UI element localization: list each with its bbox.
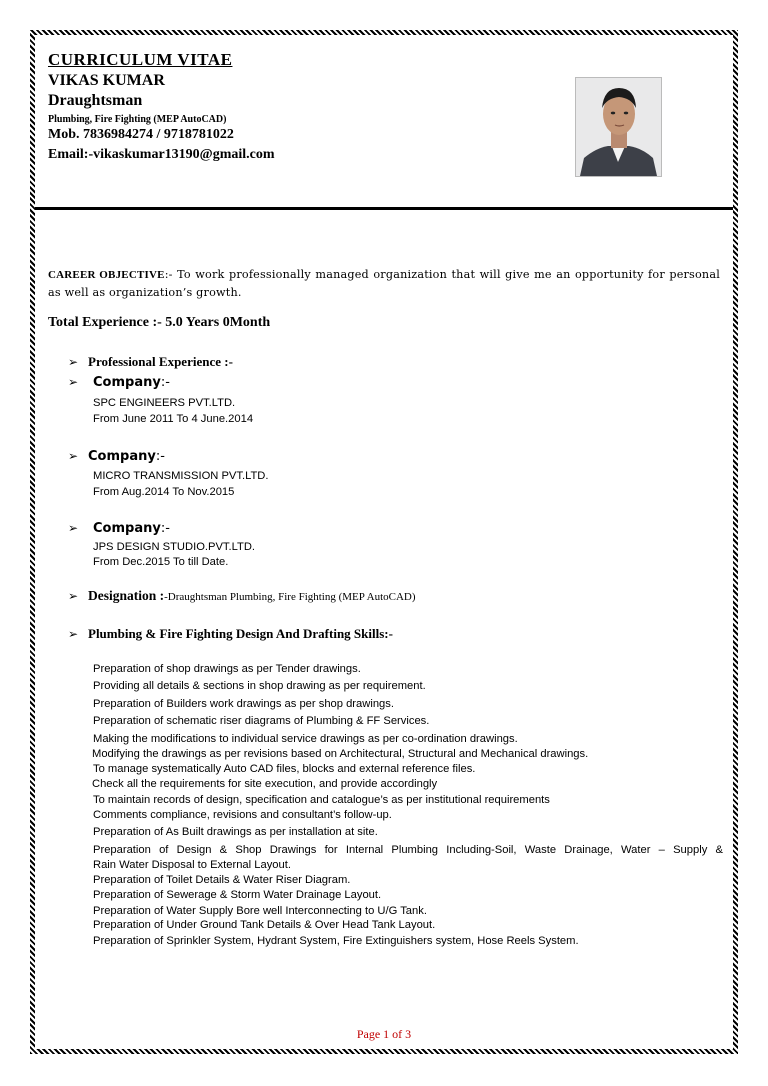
career-objective [48, 266, 720, 301]
skills-heading: Plumbing & Fire Fighting Design And Drafting Skills:- [88, 626, 393, 641]
skill-item: Preparation of shop drawings as per Tender drawings. [93, 663, 361, 675]
skill-item: Preparation of Water Supply Bore well Interconnecting to U/G Tank. [93, 905, 427, 917]
company-name-3: JPS DESIGN STUDIO.PVT.LTD. [93, 541, 256, 553]
company-name-2: MICRO TRANSMISSION PVT.LTD. [93, 470, 269, 482]
arrow-bullet-icon: ➢ [68, 375, 79, 389]
skill-item: Providing all details & sections in shop drawing as per requirement. [93, 680, 426, 692]
profile-photo [575, 77, 662, 177]
company-heading-3 [68, 520, 170, 536]
company-label: Company [88, 449, 156, 464]
company-heading-1 [68, 374, 170, 390]
arrow-bullet-icon: ➢ [68, 355, 79, 369]
company-heading-2 [68, 448, 165, 464]
company-name-1: SPC ENGINEERS PVT.LTD. [93, 397, 236, 409]
company-period-1: From June 2011 To 4 June.2014 [93, 413, 254, 425]
career-objective-text: :- To work professionally managed organization that will give me an opportunity for personal as well as organization’s growth. [48, 268, 720, 299]
header-divider [35, 207, 733, 210]
candidate-name: VIKAS KUMAR [48, 72, 165, 89]
company-suffix: :- [160, 521, 170, 536]
skill-item: Check all the requirements for site execution, and provide accordingly [92, 778, 438, 790]
company-label: Company [93, 521, 161, 536]
company-suffix: :- [160, 375, 170, 390]
total-experience: Total Experience :- 5.0 Years 0Month [48, 315, 271, 330]
page-number: Page 1 of 3 [356, 1027, 412, 1041]
skill-item: To manage systematically Auto CAD files, blocks and external reference files. [93, 763, 476, 775]
arrow-bullet-icon: ➢ [68, 449, 79, 463]
skill-item: Preparation of As Built drawings as per installation at site. [93, 826, 378, 838]
arrow-bullet-icon: ➢ [68, 589, 79, 603]
email-address: Email:-vikaskumar13190@gmail.com [48, 147, 275, 162]
company-label: Company [93, 375, 161, 390]
mobile-number: Mob. 7836984274 / 9718781022 [48, 127, 234, 142]
company-period-3: From Dec.2015 To till Date. [93, 556, 229, 568]
designation-row [68, 588, 416, 604]
professional-experience-label: Professional Experience :- [88, 354, 233, 369]
skill-item: Preparation of Sewerage & Storm Water Drainage Layout. [93, 889, 382, 901]
skills-heading-row [68, 626, 393, 642]
skill-item: Preparation of schematic riser diagrams of Plumbing & FF Services. [93, 715, 430, 727]
skill-item: Comments compliance, revisions and consultant’s follow-up. [93, 809, 392, 821]
designation-label: Designation : [88, 588, 165, 603]
skill-item: Making the modifications to individual service drawings as per co-ordination drawings. [93, 733, 518, 745]
skill-item: Rain Water Disposal to External Layout. [93, 859, 291, 871]
company-suffix: :- [155, 449, 165, 464]
career-objective-label: CAREER OBJECTIVE [48, 269, 165, 281]
designation-value: -Draughtsman Plumbing, Fire Fighting (MEP AutoCAD) [164, 591, 416, 603]
candidate-specialty: Plumbing, Fire Fighting (MEP AutoCAD) [48, 114, 227, 125]
skill-item: Preparation of Toilet Details & Water Riser Diagram. [93, 874, 351, 886]
arrow-bullet-icon: ➢ [68, 521, 79, 535]
skill-item: To maintain records of design, specification and catalogue’s as per institutional requirements [93, 794, 550, 806]
company-period-2: From Aug.2014 To Nov.2015 [93, 486, 235, 498]
skill-item: Preparation of Design & Shop Drawings for Internal Plumbing Including-Soil, Waste Drainage, Water – Supply & [93, 844, 723, 856]
cv-title: CURRICULUM VITAE [48, 50, 233, 69]
skill-item: Preparation of Builders work drawings as per shop drawings. [93, 698, 394, 710]
skill-item: Modifying the drawings as per revisions based on Architectural, Structural and Mechanical drawings. [92, 748, 589, 760]
skill-item: Preparation of Under Ground Tank Details & Over Head Tank Layout. [93, 919, 436, 931]
arrow-bullet-icon: ➢ [68, 627, 79, 641]
professional-experience-heading [68, 354, 233, 370]
skill-item: Preparation of Sprinkler System, Hydrant System, Fire Extinguishers system, Hose Reels System. [93, 935, 579, 947]
candidate-role: Draughtsman [48, 92, 143, 109]
